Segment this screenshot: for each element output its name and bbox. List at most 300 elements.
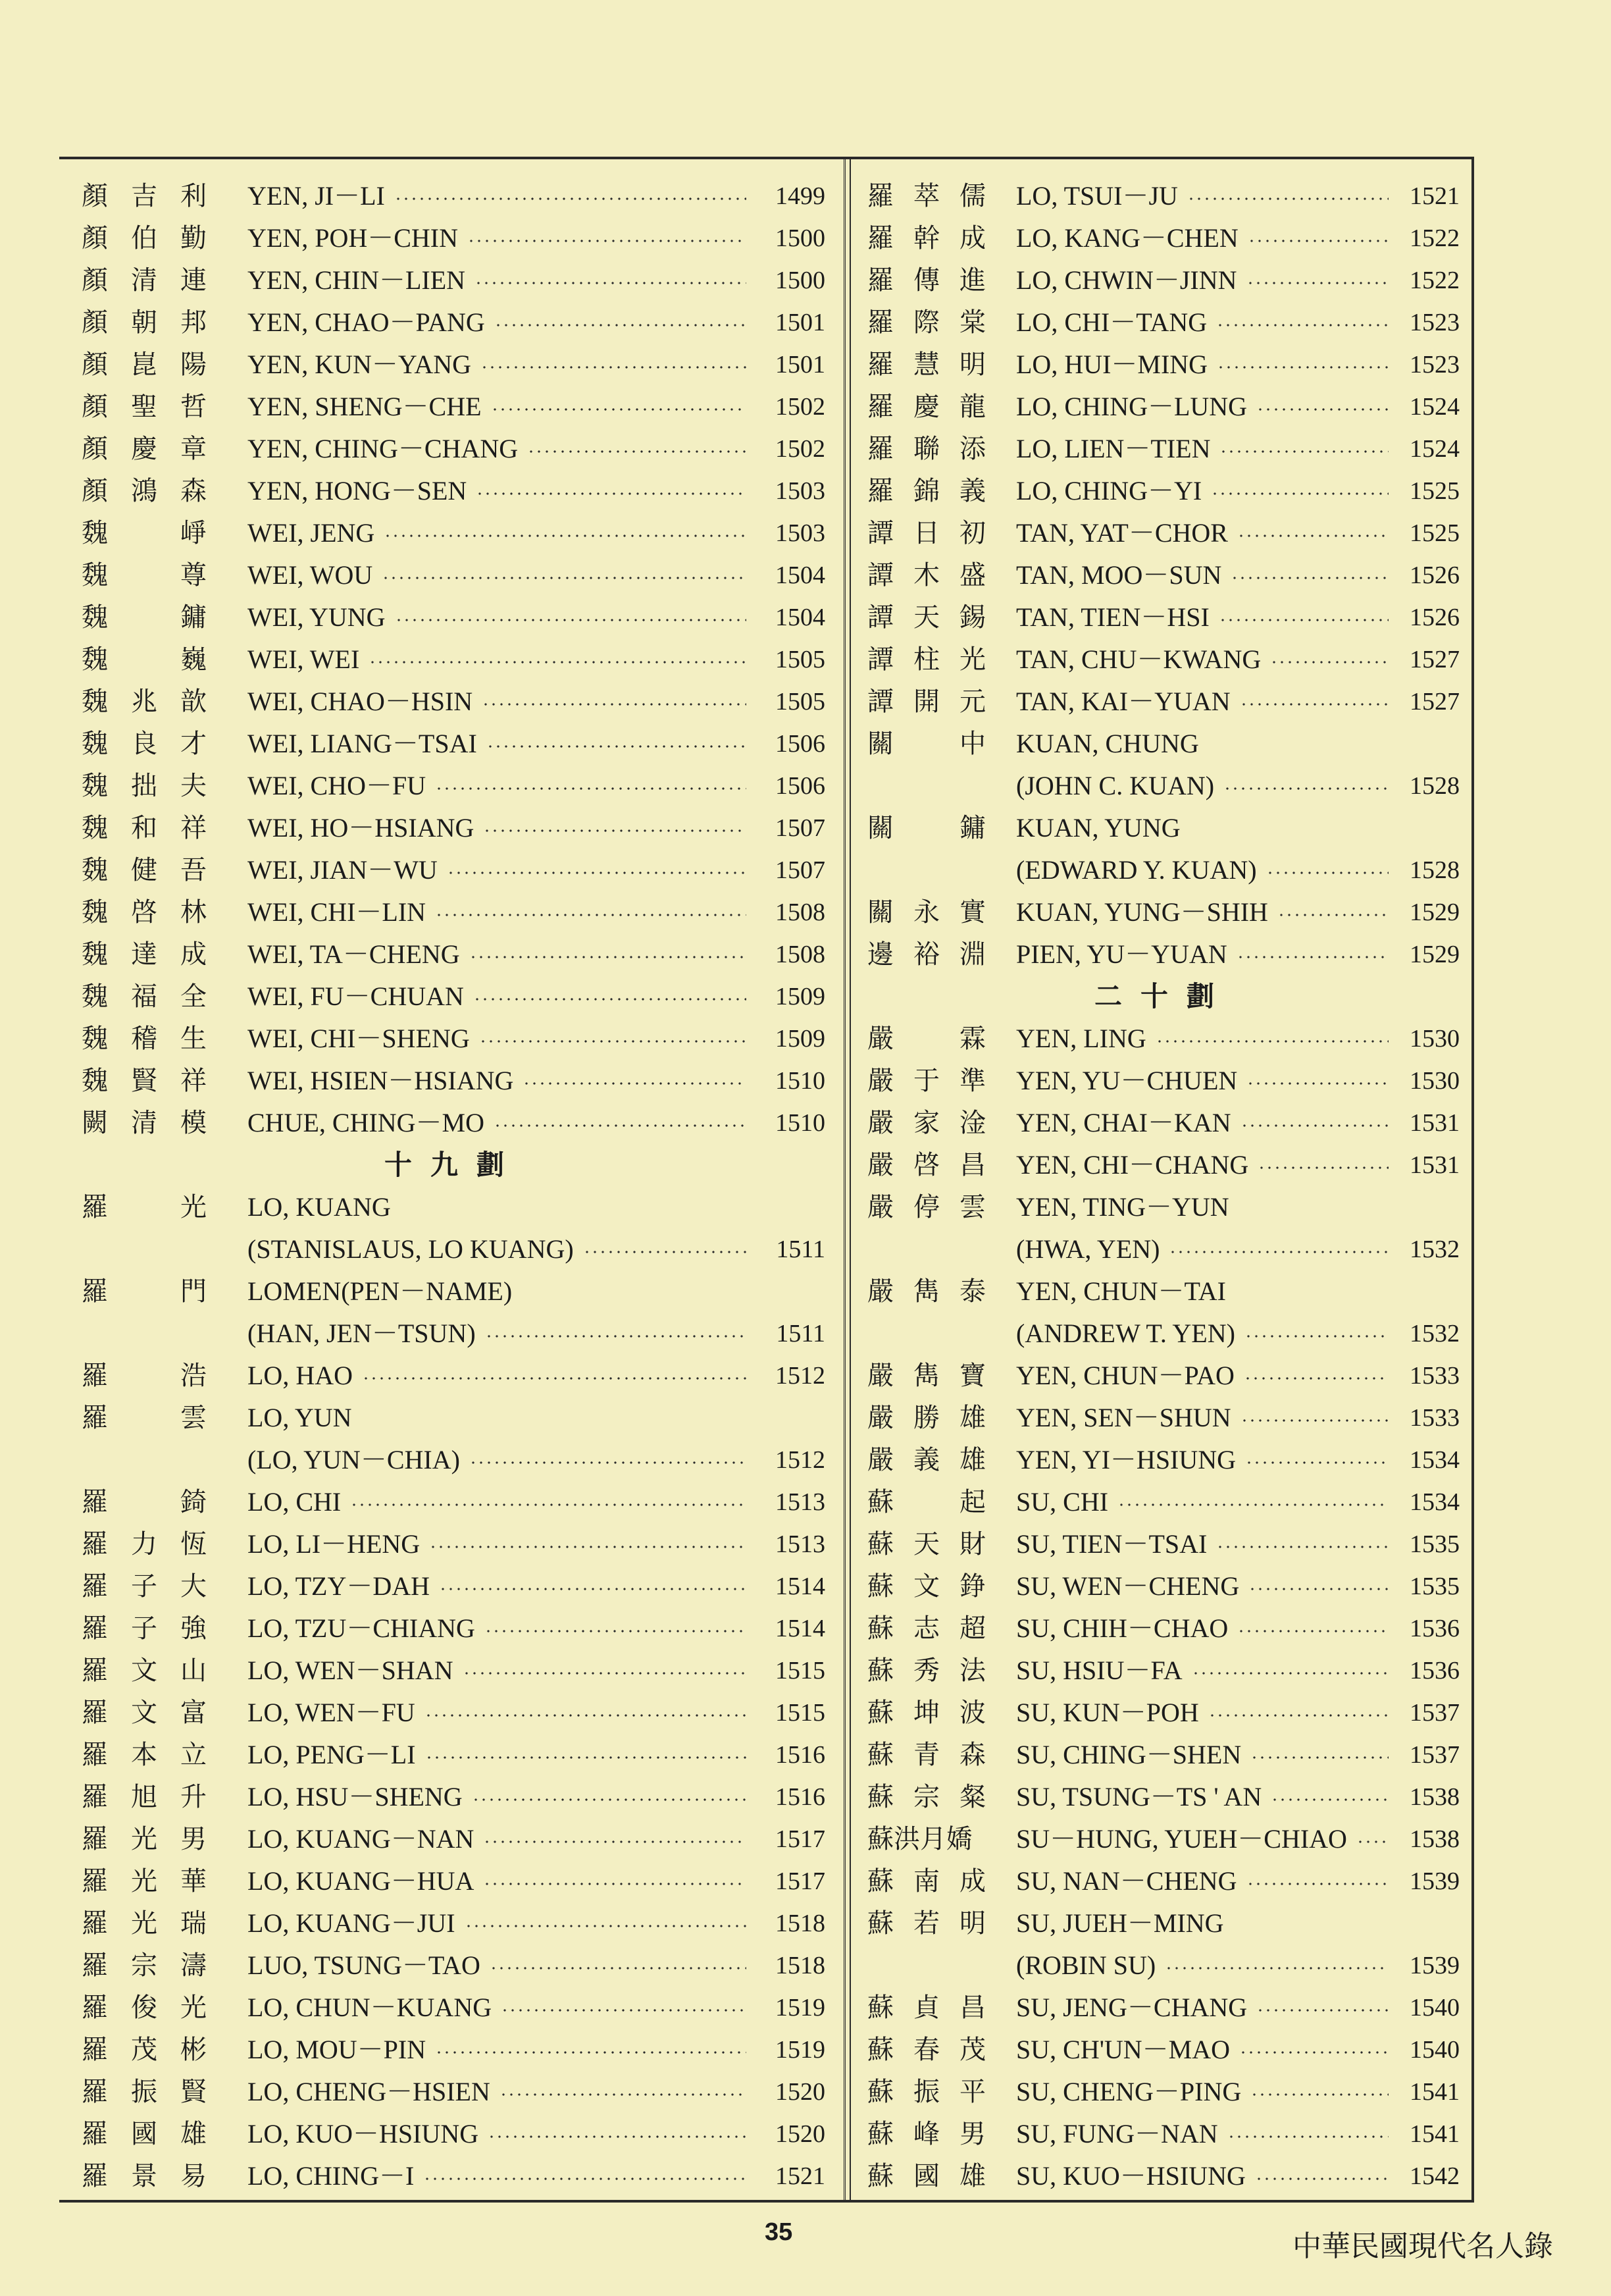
chinese-name xyxy=(867,639,986,681)
dot-leader xyxy=(483,829,746,832)
chinese-name xyxy=(867,2029,986,2071)
page-reference: 1526 xyxy=(1410,604,1460,631)
index-entry xyxy=(82,1523,825,1565)
romanized-name: SU, JENG－CHANG xyxy=(1016,1993,1248,2022)
dot-leader xyxy=(1266,872,1389,874)
dot-leader xyxy=(439,1588,746,1590)
dot-leader xyxy=(1244,1335,1389,1338)
chinese-name xyxy=(867,1523,986,1565)
chinese-char: 羅 xyxy=(82,2161,108,2191)
chinese-char: 旭 xyxy=(131,1782,157,1812)
romanized-name: WEI, WOU xyxy=(247,560,373,590)
page-reference: 1524 xyxy=(1410,393,1460,421)
dot-leader xyxy=(435,914,746,916)
chinese-char: 家 xyxy=(913,1108,940,1138)
chinese-char: 羅 xyxy=(82,1613,108,1644)
dot-leader xyxy=(1217,366,1389,369)
chinese-name xyxy=(82,512,207,554)
romanized-name: LO, KANG－CHEN xyxy=(1016,223,1239,253)
chinese-char: 顏 xyxy=(82,434,108,464)
chinese-char: 開 xyxy=(913,687,940,717)
dot-leader xyxy=(1117,1503,1389,1506)
chinese-name xyxy=(82,1734,207,1776)
chinese-char: 柱 xyxy=(913,644,940,675)
chinese-char: 振 xyxy=(913,2077,940,2107)
chinese-char: 清 xyxy=(131,265,157,296)
index-entry xyxy=(82,1186,825,1228)
chinese-char: 崢 xyxy=(180,518,207,548)
dot-leader xyxy=(1248,240,1389,242)
index-entry xyxy=(867,2071,1460,2113)
romanized-name: LO, TZU－CHIANG xyxy=(247,1613,475,1643)
index-entry xyxy=(867,891,1460,933)
page-reference: 1512 xyxy=(775,1362,825,1390)
romanized-name: WEI, JENG xyxy=(247,518,375,548)
chinese-name xyxy=(82,639,207,681)
chinese-char: 粲 xyxy=(959,1782,986,1812)
index-entry xyxy=(867,175,1460,217)
chinese-name xyxy=(867,512,986,554)
page-reference: 1506 xyxy=(775,730,825,758)
romanized-name: LO, HUI－MING xyxy=(1016,350,1208,379)
chinese-char: 羅 xyxy=(867,307,894,338)
dot-leader xyxy=(1256,408,1389,411)
dot-leader xyxy=(527,450,746,453)
index-entry xyxy=(82,1607,825,1650)
romanized-name: YEN, CHUN－PAO xyxy=(1016,1361,1235,1390)
chinese-char: 羅 xyxy=(82,1571,108,1602)
chinese-name xyxy=(867,1270,986,1313)
page-reference: 1512 xyxy=(775,1446,825,1474)
chinese-char: 天 xyxy=(913,1529,940,1559)
chinese-char: 羅 xyxy=(82,1698,108,1728)
chinese-name xyxy=(867,933,986,976)
index-entry xyxy=(867,1144,1460,1186)
chinese-char: 魏 xyxy=(82,602,108,633)
chinese-char: 蘇 xyxy=(867,1487,894,1517)
romanized-name: WEI, LIANG－TSAI xyxy=(247,729,477,758)
dot-leader xyxy=(1277,914,1389,916)
romanized-name: YEN, JI－LI xyxy=(247,181,385,211)
chinese-char: 日 xyxy=(913,518,940,548)
index-entry xyxy=(82,765,825,807)
chinese-name xyxy=(82,1902,207,1944)
chinese-char: 魏 xyxy=(82,981,108,1012)
chinese-char: 稽 xyxy=(131,1024,157,1054)
romanized-name: LO, CHENG－HSIEN xyxy=(247,2077,490,2106)
chinese-char: 彬 xyxy=(180,2035,207,2065)
romanized-name: SU, CHING－SHEN xyxy=(1016,1740,1242,1769)
index-entry xyxy=(867,1902,1460,1944)
chinese-name xyxy=(867,1818,986,1860)
chinese-char: 羅 xyxy=(867,181,894,211)
page-reference: 1523 xyxy=(1410,351,1460,378)
dot-leader xyxy=(369,661,746,664)
chinese-name xyxy=(867,1018,986,1060)
page-reference: 1518 xyxy=(775,1910,825,1937)
dot-leader xyxy=(1216,1546,1389,1548)
dot-leader xyxy=(1356,1840,1389,1843)
chinese-char: 霖 xyxy=(959,1024,986,1054)
index-entry xyxy=(867,1776,1460,1818)
chinese-name xyxy=(82,765,207,807)
chinese-char: 停 xyxy=(913,1192,940,1222)
dot-leader xyxy=(1169,1251,1389,1253)
chinese-char: 慶 xyxy=(913,392,940,422)
index-entry xyxy=(867,259,1460,301)
chinese-char: 蘇 xyxy=(867,2035,894,2065)
dot-leader xyxy=(1219,619,1389,621)
romanized-name: WEI, HSIEN－HSIANG xyxy=(247,1066,514,1095)
romanized-name: LO, CHING－LUNG xyxy=(1016,392,1248,421)
index-entry xyxy=(82,1102,825,1144)
page-reference: 1501 xyxy=(775,351,825,378)
page-reference: 1502 xyxy=(775,393,825,421)
chinese-char: 義 xyxy=(959,476,986,506)
romanized-name: CHUE, CHING－MO xyxy=(247,1108,484,1137)
dot-leader xyxy=(394,197,746,200)
page-reference: 1506 xyxy=(775,772,825,800)
index-entry xyxy=(82,723,825,765)
index-entry xyxy=(867,1397,1460,1439)
romanized-name: SU, KUN－POH xyxy=(1016,1698,1199,1727)
chinese-char: 顏 xyxy=(82,476,108,506)
romanized-name: (STANISLAUS, LO KUANG) xyxy=(247,1234,574,1264)
index-entry xyxy=(82,2071,825,2113)
chinese-name xyxy=(82,1102,207,1144)
chinese-char: 平 xyxy=(959,2077,986,2107)
chinese-char: 準 xyxy=(959,1066,986,1096)
chinese-char: 魏 xyxy=(82,897,108,927)
dot-leader xyxy=(1245,1461,1389,1464)
index-entry xyxy=(867,1818,1460,1860)
chinese-char: 賢 xyxy=(131,1066,157,1096)
chinese-char: 譚 xyxy=(867,644,894,675)
page-reference: 1505 xyxy=(775,646,825,673)
page-reference: 1518 xyxy=(775,1952,825,1979)
romanized-name: TAN, KAI－YUAN xyxy=(1016,687,1231,716)
chinese-name xyxy=(867,1607,986,1650)
chinese-char: 雄 xyxy=(959,1403,986,1433)
dot-leader xyxy=(484,1630,746,1632)
chinese-char: 譚 xyxy=(867,602,894,633)
page-reference: 1540 xyxy=(1410,1994,1460,2022)
page-reference: 1516 xyxy=(775,1783,825,1811)
chinese-char: 文 xyxy=(131,1698,157,1728)
romanized-name: LO, HAO xyxy=(247,1361,353,1390)
page-reference: 1521 xyxy=(775,2162,825,2190)
chinese-name xyxy=(82,1650,207,1692)
chinese-char: 羅 xyxy=(82,1656,108,1686)
chinese-char: 蘇 xyxy=(867,2077,894,2107)
page-reference: 1503 xyxy=(775,519,825,547)
chinese-char: 儒 xyxy=(959,181,986,211)
chinese-name xyxy=(82,891,207,933)
dot-leader xyxy=(1165,1967,1389,1970)
page-reference: 1513 xyxy=(775,1530,825,1558)
index-entry xyxy=(867,765,1460,807)
chinese-char: 明 xyxy=(959,1908,986,1939)
chinese-name xyxy=(867,1734,986,1776)
chinese-name xyxy=(82,2113,207,2155)
chinese-name xyxy=(867,1565,986,1607)
chinese-char: 羅 xyxy=(867,434,894,464)
dot-leader xyxy=(1248,1588,1389,1590)
chinese-char: 峰 xyxy=(913,2119,940,2149)
chinese-char: 雄 xyxy=(959,1445,986,1475)
chinese-char: 裕 xyxy=(913,939,940,970)
chinese-char: 雋 xyxy=(913,1276,940,1307)
index-entry xyxy=(82,175,825,217)
page-reference: 1515 xyxy=(775,1657,825,1684)
index-entry xyxy=(82,807,825,849)
chinese-char: 光 xyxy=(131,1866,157,1896)
chinese-char: 國 xyxy=(913,2161,940,2191)
page-reference: 1534 xyxy=(1410,1488,1460,1516)
romanized-name: YEN, KUN－YANG xyxy=(247,350,471,379)
chinese-name xyxy=(867,386,986,428)
index-entry xyxy=(867,639,1460,681)
dot-leader xyxy=(523,1082,746,1085)
chinese-char: 嚴 xyxy=(867,1445,894,1475)
chinese-char: 蘇 xyxy=(867,1571,894,1602)
chinese-char: 關 xyxy=(867,729,894,759)
chinese-char: 茂 xyxy=(131,2035,157,2065)
chinese-char: 錫 xyxy=(959,602,986,633)
index-entry xyxy=(82,470,825,512)
page-reference: 1535 xyxy=(1410,1530,1460,1558)
romanized-name: LO, TSUI－JU xyxy=(1016,181,1178,211)
dot-leader xyxy=(1256,2009,1389,2012)
romanized-name: SU－HUNG, YUEH－CHIAO xyxy=(1016,1824,1347,1854)
romanized-name: YEN, SEN－SHUN xyxy=(1016,1403,1231,1432)
page-reference: 1529 xyxy=(1410,899,1460,926)
chinese-name xyxy=(82,1060,207,1102)
index-entry xyxy=(867,1734,1460,1776)
chinese-char: 勝 xyxy=(913,1403,940,1433)
romanized-name: KUAN, CHUNG xyxy=(1016,729,1199,758)
index-entry xyxy=(867,1481,1460,1523)
index-entry xyxy=(867,807,1460,849)
chinese-char: 全 xyxy=(180,981,207,1012)
chinese-char: 進 xyxy=(959,265,986,296)
chinese-char: 男 xyxy=(180,1824,207,1854)
page-reference: 1541 xyxy=(1410,2078,1460,2106)
chinese-name xyxy=(82,2071,207,2113)
romanized-name: YEN, CHING－CHANG xyxy=(247,434,519,463)
index-entry xyxy=(867,217,1460,259)
chinese-char: 木 xyxy=(913,560,940,590)
page-reference: 1500 xyxy=(775,267,825,294)
chinese-char: 升 xyxy=(180,1782,207,1812)
chinese-char: 伯 xyxy=(131,223,157,253)
chinese-name xyxy=(82,554,207,596)
chinese-char: 文 xyxy=(131,1656,157,1686)
romanized-name: WEI, WEI xyxy=(247,644,360,674)
chinese-name xyxy=(82,723,207,765)
chinese-char: 財 xyxy=(959,1529,986,1559)
chinese-char: 羅 xyxy=(82,1529,108,1559)
index-entry xyxy=(867,1860,1460,1902)
page-reference: 1504 xyxy=(775,604,825,631)
index-entry xyxy=(867,1607,1460,1650)
chinese-char: 魏 xyxy=(82,939,108,970)
index-entry xyxy=(867,1987,1460,2029)
romanized-name: SU, WEN－CHENG xyxy=(1016,1571,1240,1601)
chinese-name xyxy=(867,891,986,933)
chinese-char: 嚴 xyxy=(867,1361,894,1391)
page-reference: 1511 xyxy=(776,1320,825,1347)
index-entry xyxy=(867,596,1460,639)
chinese-name xyxy=(867,1692,986,1734)
chinese-char: 蘇 xyxy=(867,1740,894,1770)
romanized-name: SU, KUO－HSIUNG xyxy=(1016,2161,1246,2191)
chinese-name xyxy=(867,596,986,639)
chinese-char: 強 xyxy=(180,1613,207,1644)
dot-leader xyxy=(479,1040,746,1043)
dot-leader xyxy=(482,703,746,706)
chinese-char: 寶 xyxy=(959,1361,986,1391)
chinese-char: 良 xyxy=(131,729,157,759)
chinese-char: 關 xyxy=(867,897,894,927)
index-entry xyxy=(867,2155,1460,2197)
page-reference: 1525 xyxy=(1410,477,1460,505)
romanized-name: YEN, CHI－CHANG xyxy=(1016,1150,1249,1180)
page-reference: 1521 xyxy=(1410,182,1460,210)
chinese-name xyxy=(82,681,207,723)
chinese-char: 蘇 xyxy=(867,1782,894,1812)
chinese-char: 蘇 xyxy=(867,1613,894,1644)
chinese-name xyxy=(82,596,207,639)
romanized-name: LO, CHUN－KUANG xyxy=(247,1993,492,2022)
chinese-char: 天 xyxy=(913,602,940,633)
chinese-name xyxy=(82,259,207,301)
chinese-char: 中 xyxy=(959,729,986,759)
index-entry xyxy=(82,217,825,259)
romanized-name: (EDWARD Y. KUAN) xyxy=(1016,855,1257,885)
chinese-name xyxy=(82,1776,207,1818)
romanized-name: LO, HSU－SHENG xyxy=(247,1782,463,1812)
romanized-name: YEN, CHAI－KAN xyxy=(1016,1108,1231,1137)
chinese-char: 賢 xyxy=(180,2077,207,2107)
index-entry xyxy=(867,1102,1460,1144)
romanized-name: YEN, CHIN－LIEN xyxy=(247,265,466,295)
dot-leader xyxy=(1219,450,1389,453)
chinese-name xyxy=(82,807,207,849)
page-reference: 1535 xyxy=(1410,1573,1460,1600)
page-reference: 1538 xyxy=(1410,1825,1460,1853)
chinese-name xyxy=(82,933,207,976)
chinese-char: 嚴 xyxy=(867,1276,894,1307)
page-reference: 1526 xyxy=(1410,561,1460,589)
chinese-char: 森 xyxy=(180,476,207,506)
chinese-char: 羅 xyxy=(82,1993,108,2023)
chinese-char: 初 xyxy=(959,518,986,548)
chinese-char: 山 xyxy=(180,1656,207,1686)
romanized-name: LO, KUANG－JUI xyxy=(247,1908,455,1938)
chinese-name xyxy=(82,1692,207,1734)
chinese-char: 光 xyxy=(131,1908,157,1939)
index-entry xyxy=(82,891,825,933)
romanized-name: SU, JUEH－MING xyxy=(1016,1908,1224,1938)
chinese-name xyxy=(82,1607,207,1650)
chinese-name xyxy=(867,554,986,596)
romanized-name: YEN, HONG－SEN xyxy=(247,476,467,506)
chinese-char: 顏 xyxy=(82,392,108,422)
dot-leader xyxy=(485,1335,746,1338)
chinese-char: 際 xyxy=(913,307,940,338)
chinese-name xyxy=(867,175,986,217)
page-reference: 1540 xyxy=(1410,2036,1460,2064)
index-entry xyxy=(867,301,1460,344)
chinese-char: 光 xyxy=(180,1192,207,1222)
chinese-char: 茂 xyxy=(959,2035,986,2065)
page-reference: 1523 xyxy=(1410,309,1460,336)
romanized-name: YEN, POH－CHIN xyxy=(247,223,458,253)
chinese-char: 羅 xyxy=(867,392,894,422)
chinese-char: 蘇 xyxy=(867,1908,894,1939)
index-entry xyxy=(82,428,825,470)
romanized-name: YEN, YU－CHUEN xyxy=(1016,1066,1238,1095)
index-entry xyxy=(867,723,1460,765)
index-entry xyxy=(82,1944,825,1987)
dot-leader xyxy=(473,998,746,1001)
chinese-name xyxy=(82,1565,207,1607)
chinese-char: 鏞 xyxy=(180,602,207,633)
index-entry xyxy=(82,1313,825,1355)
chinese-name xyxy=(867,1481,986,1523)
frame-right-border xyxy=(1471,159,1474,2200)
dot-leader xyxy=(1237,1630,1389,1632)
dot-leader xyxy=(1192,1672,1389,1675)
page-reference: 1533 xyxy=(1410,1362,1460,1390)
romanized-name: WEI, CHO－FU xyxy=(247,771,426,800)
page-reference: 1529 xyxy=(1410,941,1460,968)
dot-leader xyxy=(1237,956,1389,958)
left-column xyxy=(82,175,825,2197)
chinese-char: 恆 xyxy=(180,1529,207,1559)
romanized-name: YEN, LING xyxy=(1016,1024,1146,1053)
index-entry xyxy=(867,1228,1460,1270)
chinese-char: 坤 xyxy=(913,1698,940,1728)
chinese-char: 蘇 xyxy=(867,1656,894,1686)
book-title: 中華民國現代名人錄 xyxy=(1292,2230,1553,2263)
chinese-char: 譚 xyxy=(867,518,894,548)
chinese-char: 森 xyxy=(959,1740,986,1770)
index-entry xyxy=(82,259,825,301)
dot-leader xyxy=(1187,197,1389,200)
chinese-char: 錚 xyxy=(959,1571,986,1602)
page-reference: 1505 xyxy=(775,688,825,716)
romanized-name: YEN, CHAO－PANG xyxy=(247,307,485,337)
index-entry xyxy=(82,849,825,891)
page-reference: 1531 xyxy=(1410,1151,1460,1179)
chinese-char: 青 xyxy=(913,1740,940,1770)
romanized-name: WEI, CHI－LIN xyxy=(247,897,426,927)
dot-leader xyxy=(1271,1798,1389,1801)
chinese-name xyxy=(867,1144,986,1186)
romanized-name: SU, CH'UN－MAO xyxy=(1016,2035,1231,2064)
romanized-name: LO, TZY－DAH xyxy=(247,1571,430,1601)
dot-leader xyxy=(486,745,746,748)
dot-leader xyxy=(1270,661,1389,664)
page-reference: 1511 xyxy=(776,1236,825,1263)
dot-leader xyxy=(1227,2135,1389,2138)
chinese-char: 法 xyxy=(959,1656,986,1686)
index-entry xyxy=(867,1060,1460,1102)
stroke-count-heading: 二十劃 xyxy=(1094,980,1233,1012)
index-entry xyxy=(82,639,825,681)
